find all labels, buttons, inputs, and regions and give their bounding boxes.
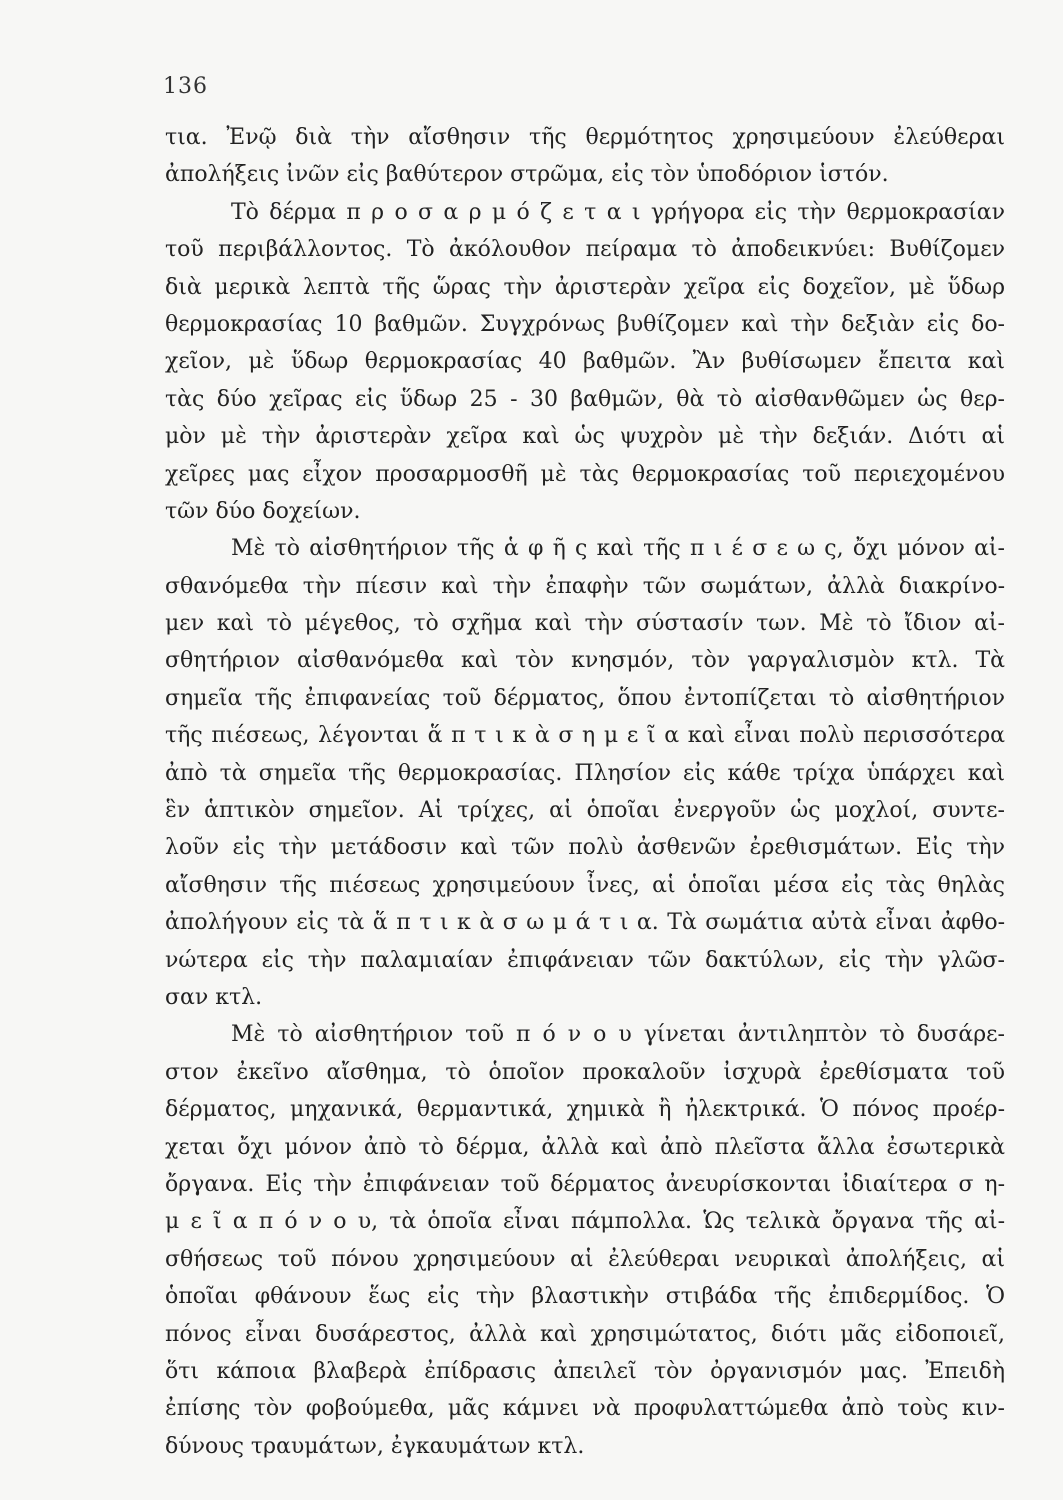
text-line: ὁποῖαι φθάνουν ἕως εἰς τὴν βλαστικὴν στιβάδα τῆς ἐπιδερμίδος. Ὁ (165, 1284, 1005, 1310)
text-line: σημεῖα τῆς ἐπιφανείας τοῦ δέρματος, ὅπου ἐντοπίζεται τὸ αἰσθητήριον (165, 685, 1005, 711)
text-line: στον ἐκεῖνο αἴσθημα, τὸ ὁποῖον προκαλοῦν ἰσχυρὰ ἐρεθίσματα τοῦ (165, 1059, 1005, 1085)
text-line: χεῖον, μὲ ὕδωρ θερμοκρασίας 40 βαθμῶν. Ἂν βυθίσωμεν ἔπειτα καὶ (165, 349, 1005, 375)
text-line: χεται ὄχι μόνον ἀπὸ τὸ δέρμα, ἀλλὰ καὶ ἀπὸ πλεῖστα ἄλλα ἐσωτερικὰ (165, 1134, 1005, 1160)
text-line: μεν καὶ τὸ μέγεθος, τὸ σχῆμα καὶ τὴν σύστασίν των. Μὲ τὸ ἴδιον αἰ- (165, 611, 1005, 637)
text-line: ὅτι κάποια βλαβερὰ ἐπίδρασις ἀπειλεῖ τὸν ὀργανισμόν μας. Ἐπειδὴ (165, 1358, 1005, 1384)
text-line: τῆς πιέσεως, λέγονται ἅ π τ ι κ ὰ σ η μ ε ῖ α καὶ εἶναι πολὺ περισσότερα (165, 723, 1005, 749)
text-line: Μὲ τὸ αἰσθητήριον τοῦ π ό ν ο υ γίνεται ἀντιληπτὸν τὸ δυσάρε- (231, 1022, 1005, 1048)
text-line: ἀπολήξεις ἰνῶν εἰς βαθύτερον στρῶμα, εἰς τὸν ὑποδόριον ἱστόν. (165, 162, 889, 188)
text-line: μ ε ῖ α π ό ν ο υ, τὰ ὁποῖα εἶναι πάμπολλα. Ὡς τελικὰ ὄργανα τῆς αἰ- (165, 1209, 1005, 1235)
text-line: μὸν μὲ τὴν ἀριστερὰν χεῖρα καὶ ὡς ψυχρὸν μὲ τὴν δεξιάν. Διότι αἱ (165, 424, 1005, 450)
text-line: σθητήριον αἰσθανόμεθα καὶ τὸν κνησμόν, τὸν γαργαλισμὸν κτλ. Τὰ (165, 648, 1005, 674)
text-line: σαν κτλ. (165, 984, 263, 1010)
text-line: τῶν δύο δοχείων. (165, 498, 361, 524)
text-line: αἴσθησιν τῆς πιέσεως χρησιμεύουν ἶνες, αἱ ὁποῖαι μέσα εἰς τὰς θηλὰς (165, 872, 1005, 898)
text-line: τὰς δύο χεῖρας εἰς ὕδωρ 25 - 30 βαθμῶν, θὰ τὸ αἰσθανθῶμεν ὡς θερ- (165, 386, 1005, 412)
text-line: τοῦ περιβάλλοντος. Τὸ ἀκόλουθον πείραμα τὸ ἀποδεικνύει: Βυθίζομεν (165, 237, 1005, 263)
page-number: 136 (163, 74, 208, 99)
text-line: δύνους τραυμάτων, ἐγκαυμάτων κτλ. (165, 1433, 585, 1459)
text-line: σθήσεως τοῦ πόνου χρησιμεύουν αἱ ἐλεύθεραι νευρικαὶ ἀπολήξεις, αἱ (165, 1246, 1005, 1272)
text-line: νώτερα εἰς τὴν παλαμιαίαν ἐπιφάνειαν τῶν δακτύλων, εἰς τὴν γλῶσ- (165, 947, 1005, 973)
text-line: σθανόμεθα τὴν πίεσιν καὶ τὴν ἐπαφὴν τῶν σωμάτων, ἀλλὰ διακρίνο- (165, 573, 1005, 599)
text-line: ἓν ἁπτικὸν σημεῖον. Αἱ τρίχες, αἱ ὁποῖαι ἐνεργοῦν ὡς μοχλοί, συντε- (165, 798, 1005, 824)
text-line: ἀπολήγουν εἰς τὰ ἅ π τ ι κ ὰ σ ω μ ά τ ι α. Τὰ σωμάτια αὐτὰ εἶναι ἀφθο- (165, 910, 1005, 936)
text-line: ἐπίσης τὸν φοβούμεθα, μᾶς κάμνει νὰ προφυλαττώμεθα ἀπὸ τοὺς κιν- (165, 1396, 1005, 1422)
text-line: πόνος εἶναι δυσάρεστος, ἀλλὰ καὶ χρησιμώτατος, διότι μᾶς εἰδοποιεῖ, (165, 1321, 1005, 1347)
text-line: θερμοκρασίας 10 βαθμῶν. Συγχρόνως βυθίζομεν καὶ τὴν δεξιὰν εἰς δο- (165, 311, 1005, 337)
text-line: λοῦν εἰς τὴν μετάδοσιν καὶ τῶν πολὺ ἀσθενῶν ἐρεθισμάτων. Εἰς τὴν (165, 835, 1005, 861)
text-line: τια. Ἐνῷ διὰ τὴν αἴσθησιν τῆς θερμότητος χρησιμεύουν ἐλεύθεραι (165, 125, 1005, 150)
text-line: διὰ μερικὰ λεπτὰ τῆς ὥρας τὴν ἀριστερὰν χεῖρα εἰς δοχεῖον, μὲ ὕδωρ (165, 274, 1005, 300)
text-line: χεῖρες μας εἶχον προσαρμοσθῆ μὲ τὰς θερμοκρασίας τοῦ περιεχομένου (165, 461, 1005, 487)
text-line: ἀπὸ τὰ σημεῖα τῆς θερμοκρασίας. Πλησίον εἰς κάθε τρίχα ὑπάρχει καὶ (165, 760, 1005, 786)
text-line: ὄργανα. Εἰς τὴν ἐπιφάνειαν τοῦ δέρματος ἀνευρίσκονται ἰδιαίτερα σ η- (165, 1171, 1005, 1197)
body-text (165, 119, 1005, 1465)
text-line: δέρματος, μηχανικά, θερμαντικά, χημικὰ ἢ ἠλεκτρικά. Ὁ πόνος προέρ- (165, 1097, 1005, 1123)
text-line: Τὸ δέρμα π ρ ο σ α ρ μ ό ζ ε τ α ι γρήγορα εἰς τὴν θερμοκρασίαν (231, 199, 1005, 225)
text-line: Μὲ τὸ αἰσθητήριον τῆς ἁ φ ῆ ς καὶ τῆς π ι έ σ ε ω ς, ὄχι μόνον αἰ- (231, 536, 1005, 562)
